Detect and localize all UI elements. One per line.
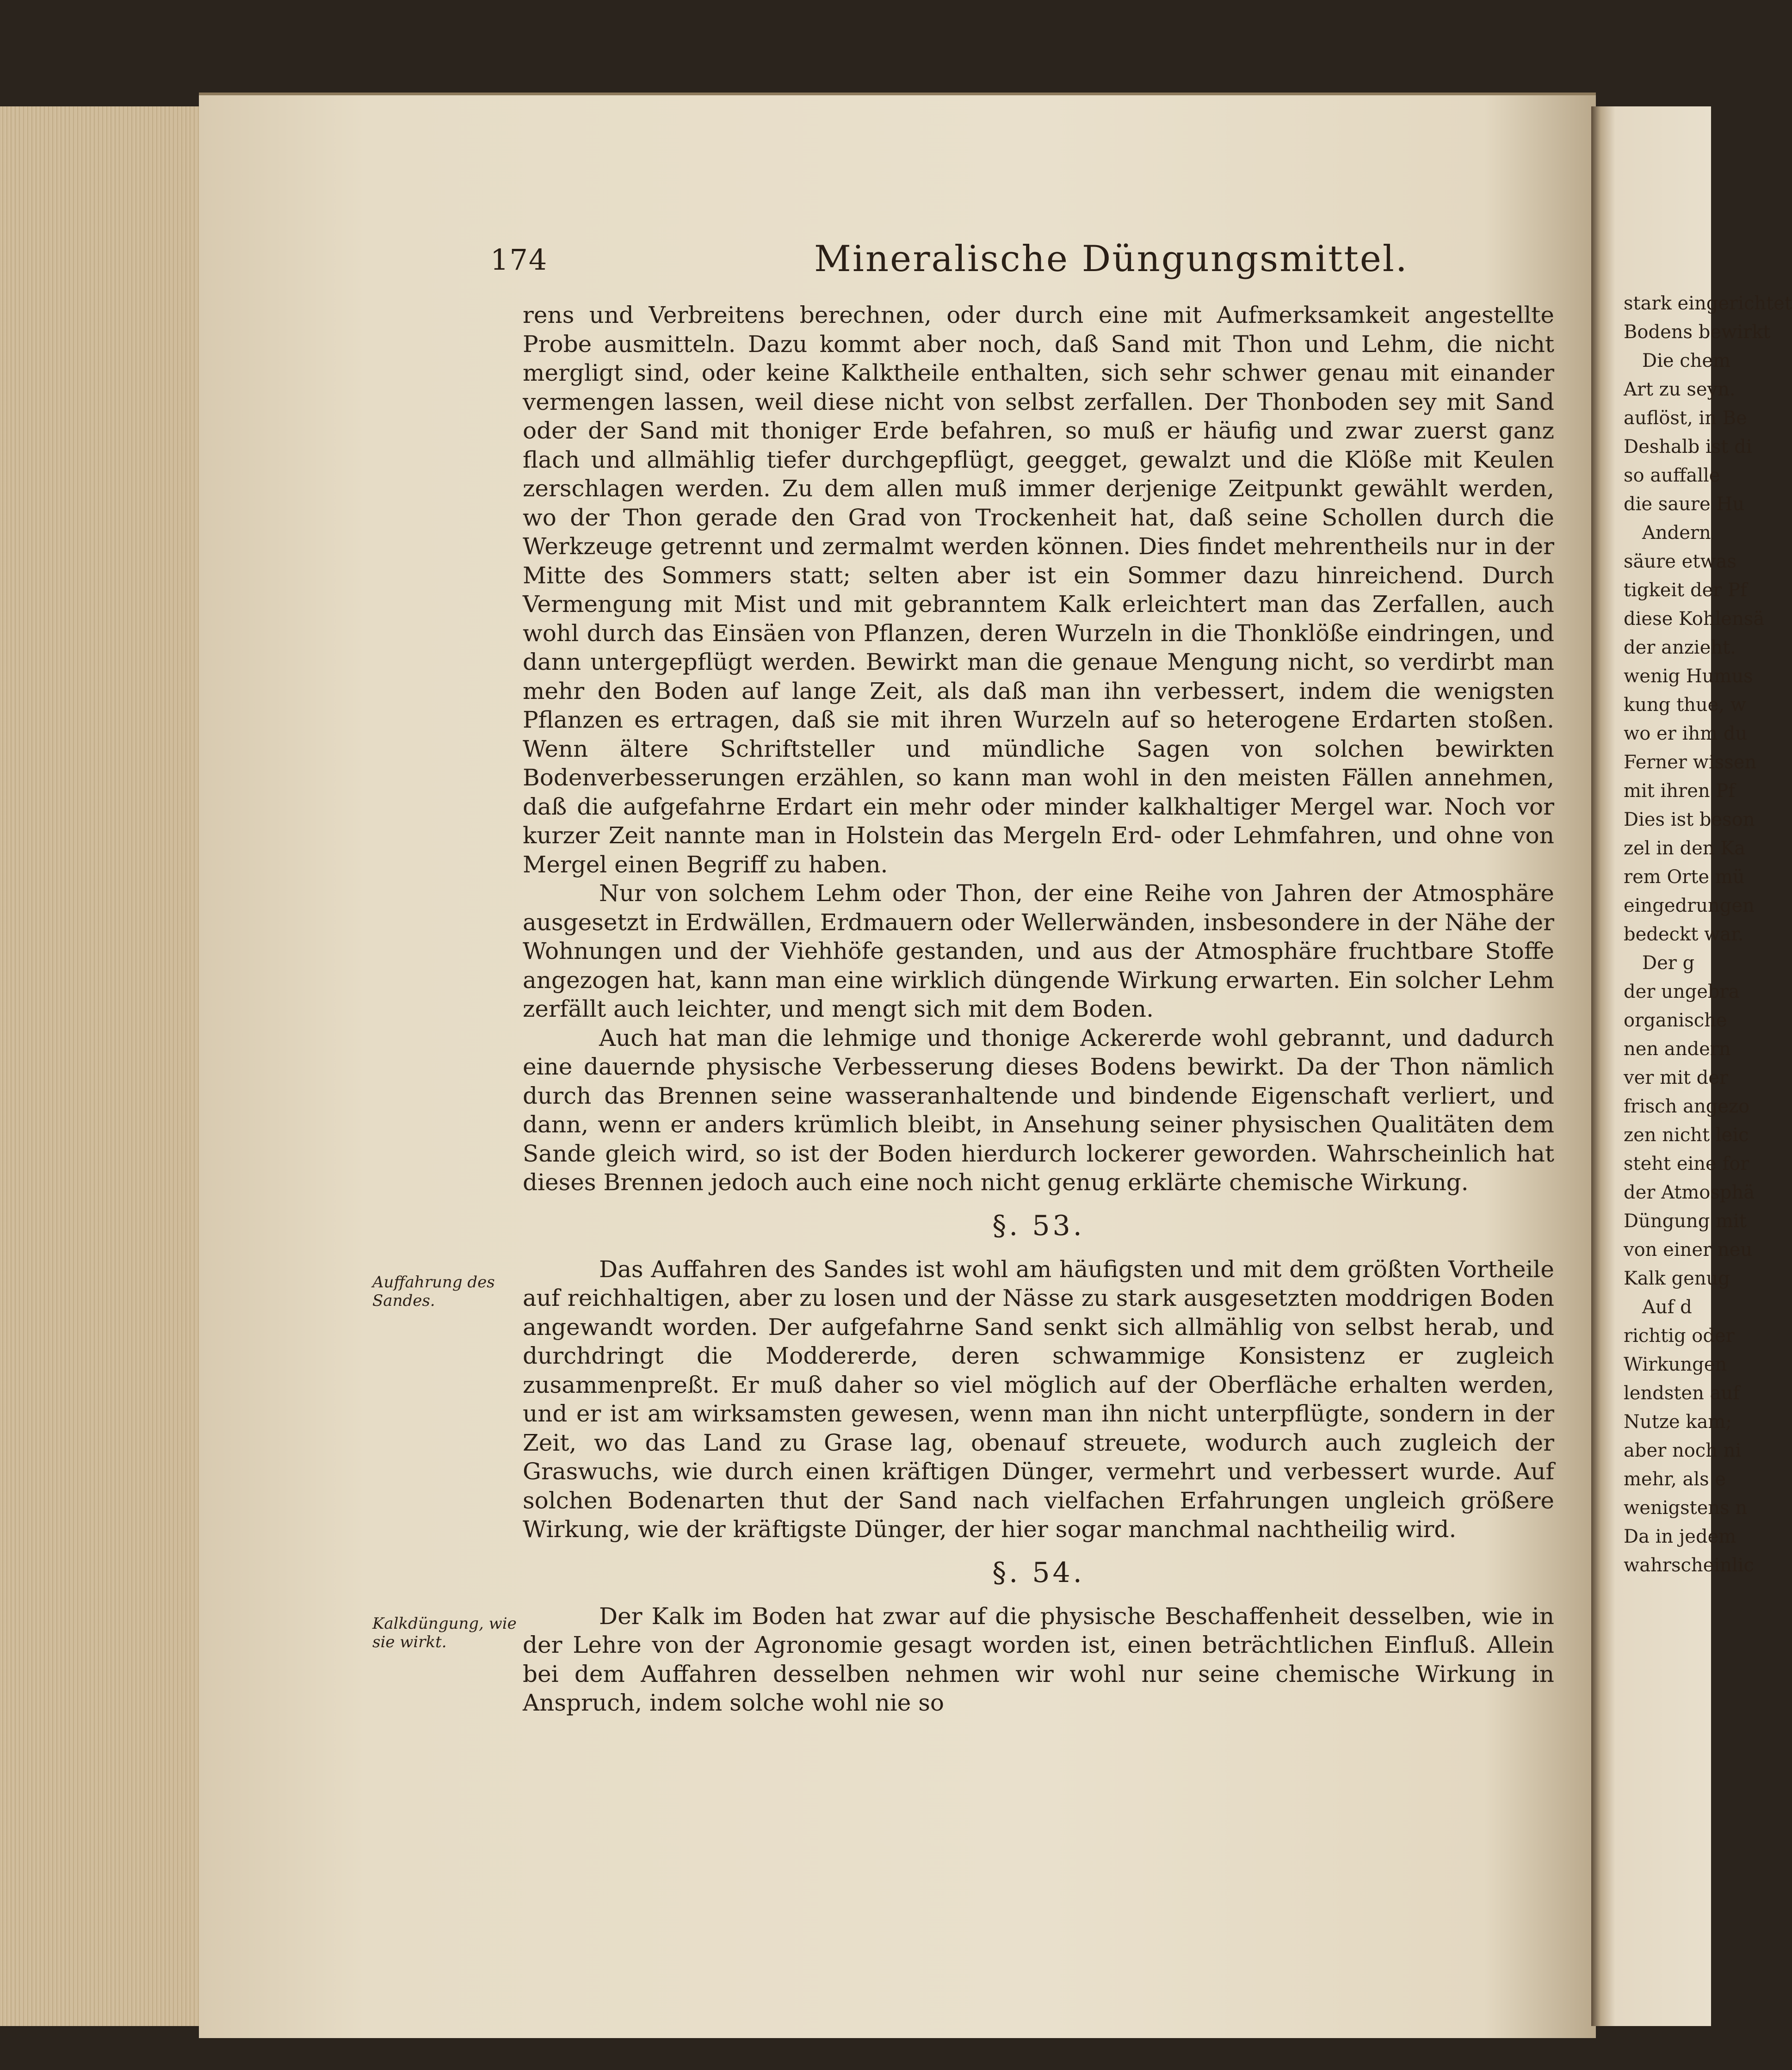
right-line: Andern [1642,522,1711,544]
right-line: lendsten auf [1624,1383,1740,1404]
right-line: Kalk genug [1624,1268,1730,1289]
sidenote-lime: Kalkdüngung, wie sie wirkt. [372,1614,517,1651]
right-line: Auf d [1642,1297,1692,1318]
right-line: rem Orte mü [1624,866,1745,888]
running-head [490,238,1554,289]
right-line: Deshalb ist di [1624,436,1752,457]
right-line: Der g [1642,952,1695,974]
right-line: mit ihren Pf [1624,780,1736,802]
right-line: von einer neu [1624,1239,1753,1261]
paragraph-4: Das Auffahren des Sandes ist wohl am häufigsten und mit dem größten Vortheile auf reichhaltigen, aber zu losen und der Nässe zu stark ausgesetzten moddrigen Boden angewandt worden. Der aufgefahrne Sand senkt sich allmählig von selbst herab, und durchdringt die Moddererde, deren schwammige Konsistenz er zugleich zusammenpreßt. Er muß daher so viel möglich auf der Oberfläche erhalten werden, und er ist am wirksamsten gewesen, wenn man ihn nicht unterpflügte, sondern in der Zeit, wo das Land zu Grase lag, obenauf streuete, wodurch auch zugleich der Graswuchs, wie durch einen kräftigen Dünger, vermehrt und verbessert wurde. Auf solchen Bodenarten thut der Sand nach vielfachen Erfahrungen ungleich größere Wirkung, wie der kräftigste Dünger, der hier sogar manchmal nachtheilig wird. [523,1255,1554,1543]
right-line: Ferner wissen [1624,752,1757,773]
right-line: richtig oder [1624,1325,1735,1347]
right-line: wenigstens n [1624,1497,1748,1519]
right-line: der ungebra [1624,981,1740,1002]
right-line: eingedrungen [1624,895,1755,916]
right-line: stark eingerichtet [1624,293,1792,314]
right-line: Wirkungen [1624,1354,1727,1375]
right-line: mehr, als e [1624,1469,1726,1490]
page-number: 174 [490,243,548,277]
paragraph-1: rens und Verbreitens berechnen, oder durch eine mit Aufmerksamkeit angestellte Probe ausmitteln. Dazu kommt aber noch, daß Sand mit Thon und Lehm, die nicht mergligt sind, oder keine Kalktheile enthalten, sich sehr schwer genau mit einander vermengen lassen, weil diese nicht von selbst zerfallen. Der Thonboden sey mit Sand oder der Sand mit thoniger Erde befahren, so muß er häufig und zwar zuerst ganz flach und allmählig tiefer durchgepflügt, geegget, gewalzt und die Klöße mit Keulen zerschlagen werden. Zu dem allen muß immer derjenige Zeitpunkt gewählt werden, wo der Thon gerade den Grad von Trockenheit hat, daß seine Schollen durch die Werkzeuge getrennt und zermalmt werden können. Dies findet mehrentheils nur in der Mitte des Sommers statt; selten aber ist ein Sommer dazu hinreichend. Durch Vermengung mit Mist und mit gebranntem Kalk erleichtert man das Zerfallen, auch wohl durch das Einsäen von Pflanzen, deren Wurzeln in die Thonklöße eindringen, und dann untergepflügt werden. Bewirkt man die genaue Mengung nicht, so verdirbt man mehr den Boden auf lange Zeit, als daß man ihn verbessert, indem die wenigsten Pflanzen es ertragen, daß sie mit ihren Wurzeln auf so heterogene Erdarten stoßen. Wenn ältere Schriftsteller und mündliche Sagen von solchen bewirkten Bodenverbesserungen erzählen, so kann man wohl in den meisten Fällen annehmen, daß die aufgefahrne Erdart ein mehr oder minder kalkhaltiger Mergel war. Noch vor kurzer Zeit nannte man in Holstein das Mergeln Erd- oder Lehmfahren, und ohne von Mergel einen Begriff zu haben. [523,302,1554,878]
right-line: zen nicht leic [1624,1125,1749,1146]
right-line: säure etwas [1624,551,1737,572]
right-line: Art zu seyn. [1624,379,1736,400]
right-line: tigkeit der Pf [1624,580,1747,601]
paragraph-3: Auch hat man die lehmige und thonige Ackererde wohl gebrannt, und dadurch eine dauernde physische Verbesserung dieses Bodens bewirkt. Da der Thon nämlich durch das Brennen seine wasseranhaltende und bindende Eigenschaft verliert, und dann, wenn er anders krümlich bleibt, in Ansehung seiner physischen Qualitäten dem Sande gleich wird, so ist der Boden hierdurch lockerer geworden. Wahrscheinlich hat dieses Brennen jedoch auch eine noch nicht genug erklärte chemische Wirkung. [523,1024,1554,1196]
right-line: wenig Humus [1624,666,1753,687]
right-line: Düngung mit [1624,1211,1747,1232]
right-line: der Atmosphä [1624,1182,1755,1203]
right-line: Die chem [1642,350,1731,371]
right-line: diese Kohlensä [1624,608,1765,630]
right-line: aber noch ni [1624,1440,1742,1461]
right-line: steht eine for [1624,1153,1749,1174]
sidenote-sand: Auffahrung des Sandes. [372,1273,495,1310]
right-line: so auffalle [1624,465,1720,486]
paragraph-2: Nur von solchem Lehm oder Thon, der eine Reihe von Jahren der Atmosphäre ausgesetzt in Erdwällen, Erdmauern oder Wellerwänden, insbesondere in der Nähe der Wohnungen und der Viehhöfe gestanden, und aus der Atmosphäre fruchtbare Stoffe angezogen hat, kann man eine wirklich düngende Wirkung erwarten. Ein solcher Lehm zerfällt auch leichter, und mengt sich mit dem Boden. [523,880,1554,1022]
right-page-text [1624,289,1792,1580]
right-line: Da in jedem [1624,1526,1736,1547]
right-line: die saure Hu [1624,494,1745,515]
right-line: bedeckt war. [1624,924,1744,945]
right-line: ver mit der [1624,1067,1729,1088]
right-line: auflöst, in Be [1624,408,1747,429]
main-text [523,301,1554,1718]
paragraph-5: Der Kalk im Boden hat zwar auf die physische Beschaffenheit desselben, wie in der Lehre von der Agronomie gesagt worden ist, einen beträchtlichen Einfluß. Allein bei dem Auffahren desselben nehmen wir wohl nur seine chemische Wirkung in Anspruch, indem solche wohl nie so [523,1602,1554,1716]
right-line: Dies ist beson [1624,809,1755,830]
right-line: organische [1624,1010,1727,1031]
right-line: wahrscheinlic [1624,1555,1754,1576]
section-heading-54: §. 54. [992,1556,1085,1589]
section-heading-53: §. 53. [992,1209,1085,1242]
right-line: zel in den Ka [1624,838,1746,859]
right-line: wo er ihm du [1624,723,1748,744]
right-line: Nutze kam; [1624,1411,1732,1433]
right-line: frisch angezo [1624,1096,1750,1117]
right-line: kung thue, w [1624,694,1747,716]
right-line: nen andern [1624,1038,1731,1060]
right-line: der anzieht. [1624,637,1736,658]
right-line: Bodens bewirkt [1624,321,1771,343]
book-page-edges [0,106,206,2026]
running-title: Mineralische Düngungsmittel. [814,238,1409,280]
